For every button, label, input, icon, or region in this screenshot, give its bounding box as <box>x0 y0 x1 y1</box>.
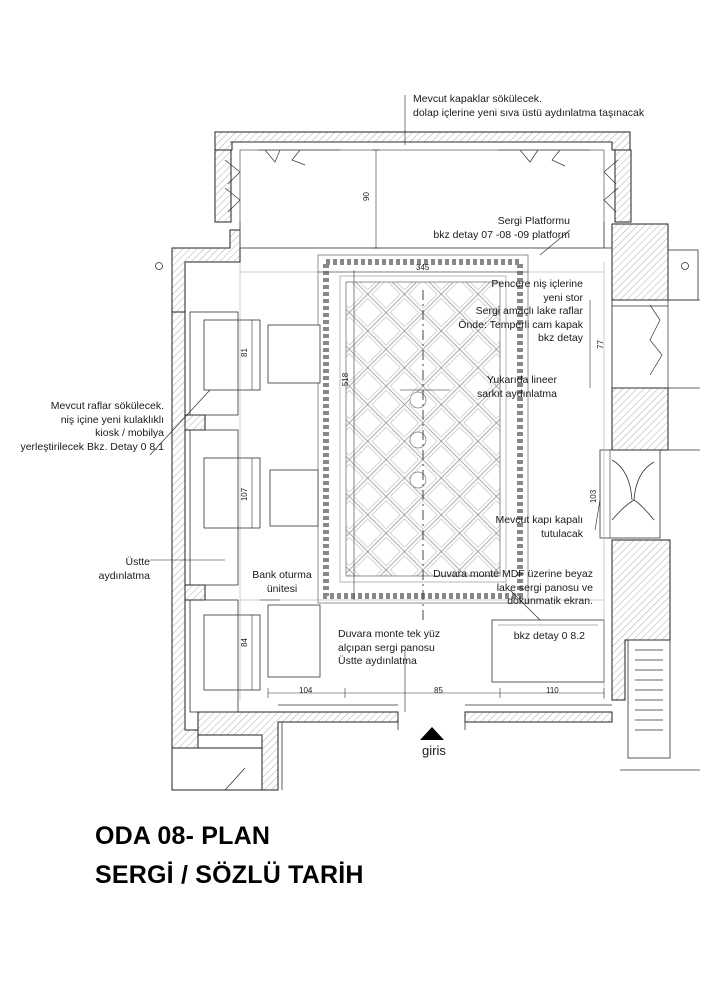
drawing-title: ODA 08- PLAN <box>95 822 271 850</box>
top-windows <box>225 150 618 212</box>
note-platform-line2: bkz detay 07 -08 -09 platform <box>433 228 570 241</box>
right-wall-top <box>612 224 668 300</box>
note-detail-082 <box>514 630 585 644</box>
dim-room-length: 518 <box>341 372 351 387</box>
note-window-niche-line1: Pencere niş içlerine <box>491 278 583 290</box>
bottom-wall-left <box>198 712 398 790</box>
right-window-niche <box>612 300 668 388</box>
note-window-niche-line5: bkz detay <box>538 332 583 344</box>
note-covers-line1: Mevcut kapaklar sökülecek. <box>413 93 542 105</box>
note-door <box>495 514 583 541</box>
left-pier-1 <box>185 415 205 430</box>
left-wall <box>172 230 240 312</box>
left-wall-lower <box>172 312 198 748</box>
note-mdf-panel-line3: dokunmatik ekran. <box>507 595 593 607</box>
note-shelves-line4: yerleştirilecek Bkz. Detay 0 8.1 <box>20 440 164 453</box>
note-linear-light-line1: Yukarıda lineer <box>486 374 557 386</box>
benches <box>268 325 320 677</box>
note-detail-082-line1: bkz detay 0 8.2 <box>513 630 585 642</box>
dim-niche-left-top: 81 <box>239 348 249 357</box>
left-niches <box>190 312 260 712</box>
note-linear-light-line2: sarkıt aydınlatma <box>477 387 557 400</box>
note-top-light-line2: aydınlatma <box>98 569 150 582</box>
bottom-wall-right <box>465 712 612 722</box>
dim-bottom-right: 110 <box>546 686 559 695</box>
note-linear-light <box>477 374 557 401</box>
note-window-niche-line2: yeni stor <box>543 291 583 304</box>
dim-platform-depth: 90 <box>361 192 371 201</box>
note-mdf-panel <box>433 568 593 609</box>
note-window-niche-line3: Sergi amaçlı lake raflar <box>475 305 583 317</box>
dim-niche-right: 77 <box>595 340 605 349</box>
dim-niche-left-mid: 107 <box>240 487 250 502</box>
note-bench-line1: Bank oturma <box>252 569 312 581</box>
dim-bottom-left: 104 <box>299 686 313 695</box>
note-mdf-panel-line2: lake sergi panosu ve <box>496 581 593 594</box>
left-pier-2 <box>185 585 205 600</box>
entrance-arrow-icon <box>420 727 444 740</box>
dim-door-width: 103 <box>589 489 599 504</box>
note-covers <box>413 93 644 120</box>
note-mdf-panel-line1: Duvara monte MDF üzerine beyaz <box>433 568 593 580</box>
note-plaster-panel-line3: Üstte aydınlatma <box>338 655 417 667</box>
note-plaster-panel <box>338 628 440 669</box>
dim-niche-left-bottom: 84 <box>239 638 249 647</box>
note-shelves-line1: Mevcut raflar sökülecek. <box>50 400 164 412</box>
note-platform-line1: Sergi Platformu <box>497 215 570 227</box>
dim-carpet-width: 345 <box>416 263 430 272</box>
note-shelves <box>20 400 164 454</box>
top-wall <box>215 132 630 150</box>
note-bench-line2: ünitesi <box>266 582 298 595</box>
note-plaster-panel-line1: Duvara monte tek yüz <box>338 628 441 640</box>
dim-bottom-mid: 85 <box>434 686 443 695</box>
right-wall-low <box>612 540 670 700</box>
note-shelves-line2: niş içine yeni kulaklıklı <box>60 413 164 426</box>
note-top-light-line1: Üstte <box>125 556 150 568</box>
right-door <box>600 450 660 538</box>
note-covers-line2: dolap içlerine yeni sıva üstü aydınlatma taşınacak <box>413 106 645 119</box>
note-door-line1: Mevcut kapı kapalı <box>495 514 583 526</box>
note-top-light <box>99 556 150 583</box>
drawing-subtitle: SERGİ / SÖZLÜ TARİH <box>95 861 364 889</box>
note-door-line2: tutulacak <box>540 527 583 540</box>
bottom-left-block <box>172 748 262 790</box>
note-bench <box>244 569 320 596</box>
right-wall-mid <box>612 388 668 450</box>
entrance-label: giris <box>422 743 446 758</box>
note-window-niche <box>458 278 583 346</box>
note-window-niche-line4: Önde: Temperli cam kapak <box>458 318 583 331</box>
note-shelves-line3: kiosk / mobilya <box>95 427 164 439</box>
note-platform <box>433 215 570 242</box>
note-plaster-panel-line2: alçıpan sergi panosu <box>338 641 435 654</box>
